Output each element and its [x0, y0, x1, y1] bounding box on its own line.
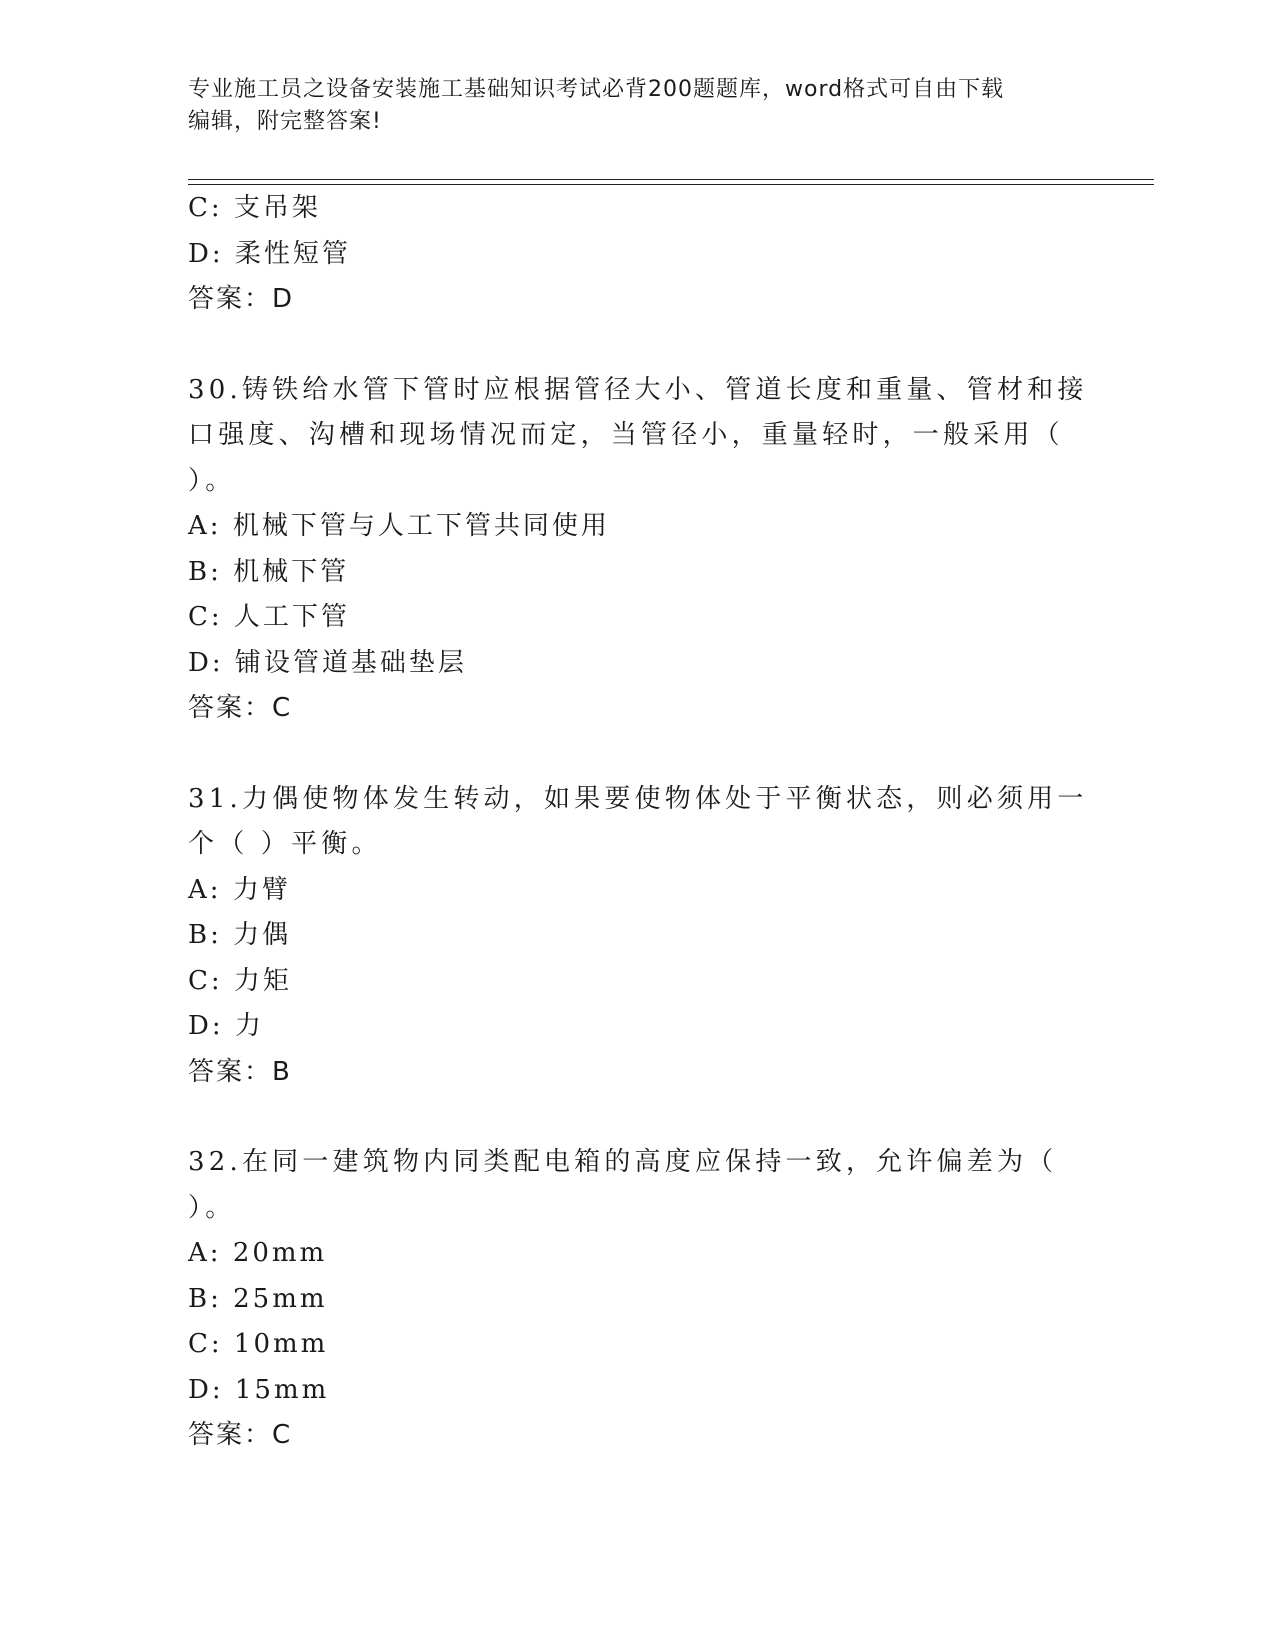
answer-line: 答案：C [188, 693, 293, 723]
header-divider-bottom [188, 184, 1154, 185]
option-d [188, 1004, 1088, 1050]
option-b [188, 550, 1088, 596]
option-a [188, 868, 1088, 914]
option-key: D: [188, 1011, 224, 1041]
answer-line: 答案：C [188, 1420, 293, 1450]
option-text: 25mm [233, 1283, 328, 1314]
option-text: 15mm [234, 1374, 330, 1405]
header-title-line-2: 编辑，附完整答案! [188, 109, 382, 134]
option-key: A: [188, 511, 222, 541]
document-header [188, 74, 1088, 138]
option-key: C: [188, 193, 223, 223]
option-c [188, 1322, 1088, 1368]
option-b [188, 1277, 1088, 1323]
option-key: A: [188, 874, 222, 905]
option-b [188, 913, 1088, 959]
option-c [188, 595, 1088, 641]
option-key: D: [188, 1374, 224, 1405]
question-stem: 30.铸铁给水管下管时应根据管径大小、管道长度和重量、管材和接口强度、沟槽和现场情况而定，当管径小，重量轻时，一般采用（ ）。 [188, 374, 1088, 496]
option-key: D: [188, 647, 224, 678]
answer-line: 答案：B [188, 1056, 292, 1087]
option-text: 机械下管与人工下管共同使用 [232, 511, 610, 541]
question-31 [188, 777, 1088, 1096]
option-a [188, 1231, 1088, 1277]
option-text: 机械下管 [233, 556, 350, 587]
option-c [188, 186, 1088, 232]
option-key: B: [188, 1283, 222, 1314]
option-key: C: [188, 602, 223, 632]
option-text: 力臂 [232, 874, 291, 905]
option-key: D: [188, 238, 224, 269]
answer-line: 答案：D [188, 284, 295, 314]
option-a [188, 504, 1088, 550]
question-stem: 32.在同一建筑物内同类配电箱的高度应保持一致，允许偏差为（ ）。 [188, 1147, 1058, 1223]
option-text: 力 [234, 1011, 264, 1041]
option-key: C: [188, 965, 223, 996]
question-32 [188, 1140, 1088, 1459]
option-text: 力偶 [233, 920, 292, 950]
option-d [188, 1368, 1088, 1414]
previous-question-tail [188, 186, 1088, 323]
option-text: 力矩 [233, 965, 292, 996]
option-text: 10mm [233, 1329, 329, 1359]
option-key: A: [188, 1238, 222, 1268]
option-text: 20mm [232, 1238, 328, 1268]
option-key: B: [188, 920, 222, 950]
option-text: 柔性短管 [234, 238, 351, 269]
option-d [188, 641, 1088, 687]
option-text: 支吊架 [233, 193, 321, 223]
option-c [188, 959, 1088, 1005]
option-key: C: [188, 1329, 223, 1359]
option-text: 铺设管道基础垫层 [234, 647, 467, 678]
header-divider-top [188, 179, 1154, 180]
option-key: B: [188, 556, 222, 587]
question-stem: 31.力偶使物体发生转动，如果要使物体处于平衡状态，则必须用一个（ ）平衡。 [188, 783, 1088, 859]
question-content [188, 186, 1088, 1459]
option-d [188, 232, 1088, 278]
option-text: 人工下管 [233, 602, 350, 632]
header-title-line-1: 专业施工员之设备安装施工基础知识考试必背200题题库，word格式可自由下载 [188, 77, 1005, 102]
question-30 [188, 368, 1088, 732]
